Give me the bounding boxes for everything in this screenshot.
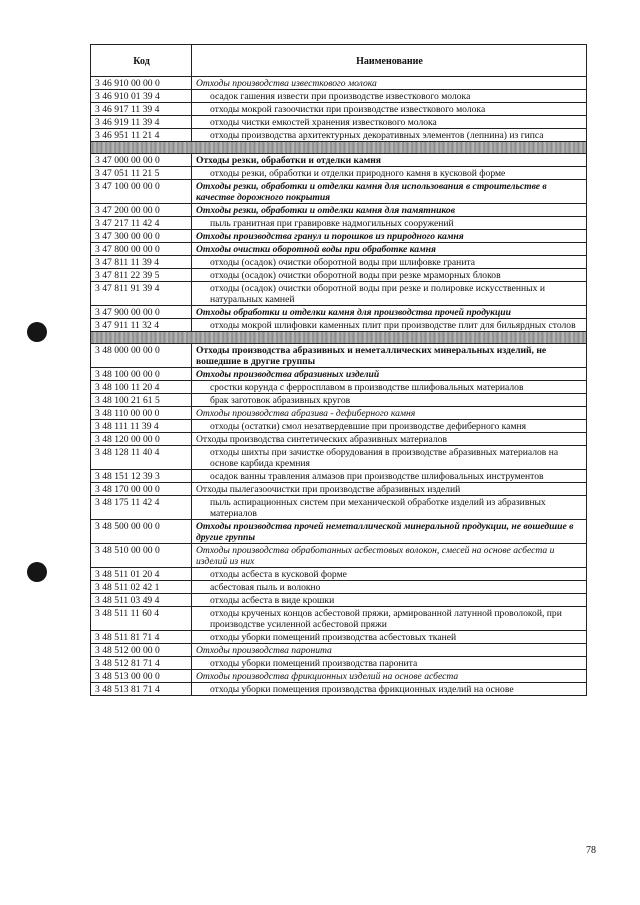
waste-name-cell: сростки корунда с ферросплавом в производстве шлифовальных материалов <box>192 381 587 394</box>
waste-name-cell: отходы крученых концов асбестовой пряжи, армированной латунной проволокой, при производстве усиленной асбестовой пряжи <box>192 607 587 631</box>
waste-name-cell: Отходы резки, обработки и отделки камня <box>192 154 587 167</box>
table-row <box>91 420 587 433</box>
waste-code-cell: 3 47 217 11 42 4 <box>91 217 192 230</box>
waste-code-cell: 3 48 512 00 00 0 <box>91 644 192 657</box>
waste-code-cell: 3 47 811 91 39 4 <box>91 282 192 306</box>
waste-code-cell: 3 48 513 00 00 0 <box>91 670 192 683</box>
waste-name-cell: отходы резки, обработки и отделки природного камня в кусковой форме <box>192 167 587 180</box>
table-row <box>91 180 587 204</box>
waste-code-cell: 3 48 120 00 00 0 <box>91 433 192 446</box>
waste-code-cell: 3 48 110 00 00 0 <box>91 407 192 420</box>
waste-name-cell: отходы асбеста в кусковой форме <box>192 568 587 581</box>
waste-name-cell: отходы чистки емкостей хранения известкового молока <box>192 116 587 129</box>
waste-name-cell: Отходы обработки и отделки камня для производства прочей продукции <box>192 306 587 319</box>
waste-code-cell: 3 48 513 81 71 4 <box>91 683 192 696</box>
table-row <box>91 644 587 657</box>
table-row <box>91 683 587 696</box>
waste-name-cell: отходы уборки помещения производства фрикционных изделий на основе <box>192 683 587 696</box>
waste-name-cell: отходы шихты при зачистке оборудования в производстве абразивных материалов на основе карбида кремния <box>192 446 587 470</box>
table-row <box>91 256 587 269</box>
waste-code-cell: 3 47 811 22 39 5 <box>91 269 192 282</box>
waste-code-cell: 3 48 510 00 00 0 <box>91 544 192 568</box>
waste-name-cell: Отходы производства абразива - дефиберного камня <box>192 407 587 420</box>
page-number: 78 <box>586 845 596 856</box>
waste-name-cell: брак заготовок абразивных кругов <box>192 394 587 407</box>
table-row <box>91 446 587 470</box>
waste-code-cell: 3 48 511 01 20 4 <box>91 568 192 581</box>
table-row <box>91 470 587 483</box>
table-row <box>91 77 587 90</box>
table-row <box>91 657 587 670</box>
table-row <box>91 368 587 381</box>
table-row <box>91 631 587 644</box>
waste-code-cell: 3 46 910 01 39 4 <box>91 90 192 103</box>
table-row <box>91 407 587 420</box>
waste-name-cell: осадок гашения извести при производстве известкового молока <box>192 90 587 103</box>
waste-code-cell: 3 47 200 00 00 0 <box>91 204 192 217</box>
table-row <box>91 381 587 394</box>
waste-code-cell: 3 47 900 00 00 0 <box>91 306 192 319</box>
waste-code-cell: 3 48 100 21 61 5 <box>91 394 192 407</box>
table-row <box>91 116 587 129</box>
waste-name-cell: пыль гранитная при гравировке надмогильных сооружений <box>192 217 587 230</box>
waste-code-cell: 3 48 151 12 39 3 <box>91 470 192 483</box>
waste-code-cell: 3 48 175 11 42 4 <box>91 496 192 520</box>
waste-code-cell: 3 47 300 00 00 0 <box>91 230 192 243</box>
waste-code-cell: 3 46 951 11 21 4 <box>91 129 192 142</box>
waste-name-cell: отходы (осадок) очистки оборотной воды при резке и полировке искусственных и натуральных камней <box>192 282 587 306</box>
waste-name-cell: Отходы производства абразивных изделий <box>192 368 587 381</box>
waste-name-cell: отходы уборки помещений производства паронита <box>192 657 587 670</box>
waste-name-cell: отходы (осадок) очистки оборотной воды при шлифовке гранита <box>192 256 587 269</box>
binder-hole-top <box>27 322 47 342</box>
section-separator <box>91 332 587 344</box>
table-row <box>91 670 587 683</box>
table-header-row <box>91 45 587 77</box>
waste-name-cell: Отходы очистки оборотной воды при обработке камня <box>192 243 587 256</box>
table-body <box>91 77 587 696</box>
table-row <box>91 520 587 544</box>
column-header-code: Код <box>91 45 192 77</box>
waste-name-cell: Отходы производства обработанных асбестовых волокон, смесей на основе асбеста и изделий из них <box>192 544 587 568</box>
waste-code-cell: 3 48 128 11 40 4 <box>91 446 192 470</box>
waste-code-cell: 3 46 910 00 00 0 <box>91 77 192 90</box>
waste-code-cell: 3 48 511 02 42 1 <box>91 581 192 594</box>
table-row <box>91 282 587 306</box>
table-row <box>91 544 587 568</box>
waste-name-cell: Отходы пылегазоочистки при производстве абразивных изделий <box>192 483 587 496</box>
table-row <box>91 433 587 446</box>
waste-code-cell: 3 48 000 00 00 0 <box>91 344 192 368</box>
table-row <box>91 394 587 407</box>
waste-name-cell: Отходы производства синтетических абразивных материалов <box>192 433 587 446</box>
waste-name-cell: пыль аспирационных систем при механической обработке изделий из абразивных материалов <box>192 496 587 520</box>
waste-name-cell: отходы асбеста в виде крошки <box>192 594 587 607</box>
waste-code-cell: 3 48 512 81 71 4 <box>91 657 192 670</box>
table-row <box>91 306 587 319</box>
table-row <box>91 269 587 282</box>
table-row <box>91 496 587 520</box>
table-row <box>91 344 587 368</box>
table-row <box>91 568 587 581</box>
waste-name-cell: Отходы резки, обработки и отделки камня для использования в строительстве в качестве дорожного покрытия <box>192 180 587 204</box>
waste-name-cell: Отходы производства фрикционных изделий на основе асбеста <box>192 670 587 683</box>
table-row <box>91 129 587 142</box>
waste-code-cell: 3 47 800 00 00 0 <box>91 243 192 256</box>
table-row <box>91 103 587 116</box>
waste-name-cell: Отходы производства известкового молока <box>192 77 587 90</box>
waste-code-cell: 3 46 917 11 39 4 <box>91 103 192 116</box>
waste-name-cell: Отходы производства гранул и порошков из природного камня <box>192 230 587 243</box>
waste-code-cell: 3 48 100 00 00 0 <box>91 368 192 381</box>
waste-code-cell: 3 47 051 11 21 5 <box>91 167 192 180</box>
waste-name-cell: отходы (остатки) смол незатвердевшие при производстве дефиберного камня <box>192 420 587 433</box>
waste-code-cell: 3 47 911 11 32 4 <box>91 319 192 332</box>
table-row <box>91 230 587 243</box>
section-separator <box>91 142 587 154</box>
table-row <box>91 581 587 594</box>
waste-name-cell: Отходы производства абразивных и неметаллических минеральных изделий, не вошедшие в другие группы <box>192 344 587 368</box>
waste-code-cell: 3 48 170 00 00 0 <box>91 483 192 496</box>
waste-name-cell: асбестовая пыль и волокно <box>192 581 587 594</box>
section-separator-row <box>91 332 587 344</box>
waste-name-cell: отходы (осадок) очистки оборотной воды при резке мраморных блоков <box>192 269 587 282</box>
table-row <box>91 607 587 631</box>
waste-code-cell: 3 46 919 11 39 4 <box>91 116 192 129</box>
waste-code-cell: 3 48 511 03 49 4 <box>91 594 192 607</box>
waste-name-cell: Отходы производства паронита <box>192 644 587 657</box>
waste-name-cell: отходы мокрой газоочистки при производстве известкового молока <box>192 103 587 116</box>
binder-hole-bottom <box>27 562 47 582</box>
waste-code-cell: 3 47 100 00 00 0 <box>91 180 192 204</box>
waste-code-cell: 3 48 511 11 60 4 <box>91 607 192 631</box>
waste-code-table <box>90 44 587 696</box>
table-row <box>91 594 587 607</box>
waste-code-cell: 3 48 500 00 00 0 <box>91 520 192 544</box>
waste-name-cell: отходы производства архитектурных декоративных элементов (лепнина) из гипса <box>192 129 587 142</box>
table-row <box>91 483 587 496</box>
table-row <box>91 90 587 103</box>
waste-name-cell: отходы уборки помещений производства асбестовых тканей <box>192 631 587 644</box>
waste-name-cell: осадок ванны травления алмазов при производстве шлифовальных инструментов <box>192 470 587 483</box>
waste-code-cell: 3 48 111 11 39 4 <box>91 420 192 433</box>
waste-code-cell: 3 47 811 11 39 4 <box>91 256 192 269</box>
section-separator-row <box>91 142 587 154</box>
waste-name-cell: Отходы производства прочей неметаллической минеральной продукции, не вошедшие в другие группы <box>192 520 587 544</box>
table-row <box>91 319 587 332</box>
table-row <box>91 204 587 217</box>
waste-code-cell: 3 47 000 00 00 0 <box>91 154 192 167</box>
table-row <box>91 154 587 167</box>
table-row <box>91 243 587 256</box>
waste-code-cell: 3 48 100 11 20 4 <box>91 381 192 394</box>
waste-code-cell: 3 48 511 81 71 4 <box>91 631 192 644</box>
waste-name-cell: Отходы резки, обработки и отделки камня для памятников <box>192 204 587 217</box>
table-row <box>91 167 587 180</box>
table-row <box>91 217 587 230</box>
column-header-name: Наименование <box>192 45 587 77</box>
waste-name-cell: отходы мокрой шлифовки каменных плит при производстве плит для бильярдных столов <box>192 319 587 332</box>
